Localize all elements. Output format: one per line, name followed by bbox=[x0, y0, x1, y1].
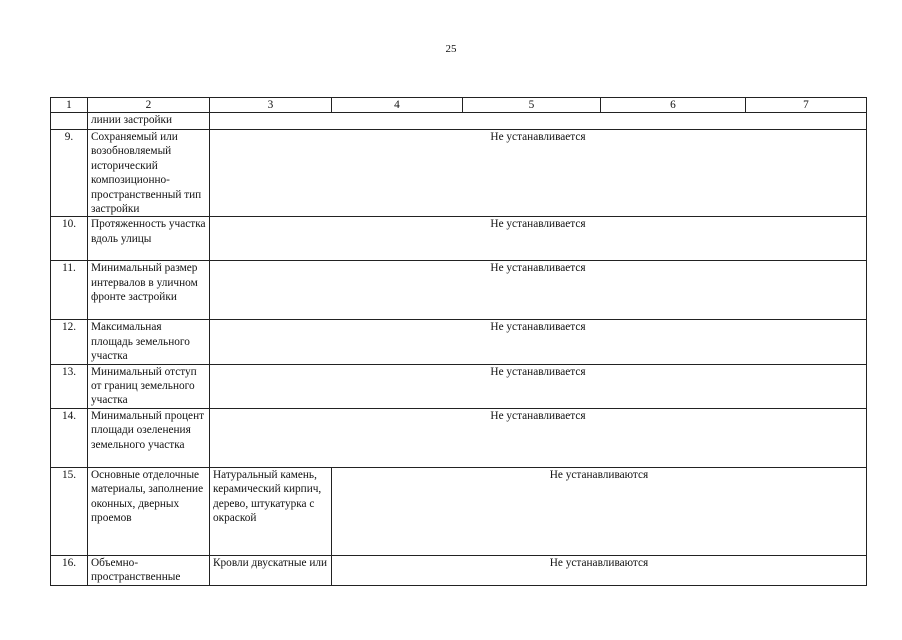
row-name: Основные отделочные материалы, заполнение оконных, дверных проемов bbox=[88, 467, 210, 555]
row-number: 16. bbox=[51, 555, 88, 585]
page-number: 25 bbox=[445, 43, 457, 55]
header-cell: 1 bbox=[51, 98, 88, 113]
row-name: Протяженность участка вдоль улицы bbox=[88, 217, 210, 261]
row-number: 11. bbox=[51, 261, 88, 320]
row-value: Не устанавливается bbox=[210, 364, 867, 408]
table-row bbox=[51, 217, 867, 261]
row-number: 14. bbox=[51, 408, 88, 467]
row-value bbox=[210, 113, 867, 130]
table-row bbox=[51, 555, 867, 585]
header-cell: 4 bbox=[332, 98, 463, 113]
row-value: Не устанавливаются bbox=[332, 467, 867, 555]
header-cell: 6 bbox=[601, 98, 746, 113]
header-cell: 3 bbox=[210, 98, 332, 113]
row-col3: Натуральный камень, керамический кирпич, дерево, штукатурка с окраской bbox=[210, 467, 332, 555]
row-number bbox=[51, 113, 88, 130]
row-name: Минимальный процент площади озеленения земельного участка bbox=[88, 408, 210, 467]
row-value: Не устанавливается bbox=[210, 261, 867, 320]
row-name: Сохраняемый или возобновляемый исторический композиционно-пространственный тип застройки bbox=[88, 130, 210, 217]
row-number: 13. bbox=[51, 364, 88, 408]
table-row bbox=[51, 467, 867, 555]
header-cell: 7 bbox=[746, 98, 867, 113]
header-cell: 2 bbox=[88, 98, 210, 113]
row-number: 15. bbox=[51, 467, 88, 555]
row-name: Максимальная площадь земельного участка bbox=[88, 320, 210, 364]
row-name: Объемно-пространственные bbox=[88, 555, 210, 585]
table-row bbox=[51, 261, 867, 320]
table-row bbox=[51, 130, 867, 217]
header-row bbox=[51, 98, 867, 113]
row-col3: Кровли двускатные или bbox=[210, 555, 332, 585]
table-row bbox=[51, 364, 867, 408]
row-number: 10. bbox=[51, 217, 88, 261]
row-name: Минимальный размер интервалов в уличном фронте застройки bbox=[88, 261, 210, 320]
table-row bbox=[51, 320, 867, 364]
header-cell: 5 bbox=[463, 98, 601, 113]
regulations-table bbox=[50, 97, 867, 586]
row-number: 9. bbox=[51, 130, 88, 217]
row-name: линии застройки bbox=[88, 113, 210, 130]
row-value: Не устанавливается bbox=[210, 320, 867, 364]
row-value: Не устанавливается bbox=[210, 130, 867, 217]
row-value: Не устанавливается bbox=[210, 217, 867, 261]
row-value: Не устанавливается bbox=[210, 408, 867, 467]
row-number: 12. bbox=[51, 320, 88, 364]
row-value: Не устанавливаются bbox=[332, 555, 867, 585]
table-row bbox=[51, 408, 867, 467]
row-name: Минимальный отступ от границ земельного участка bbox=[88, 364, 210, 408]
table-row bbox=[51, 113, 867, 130]
